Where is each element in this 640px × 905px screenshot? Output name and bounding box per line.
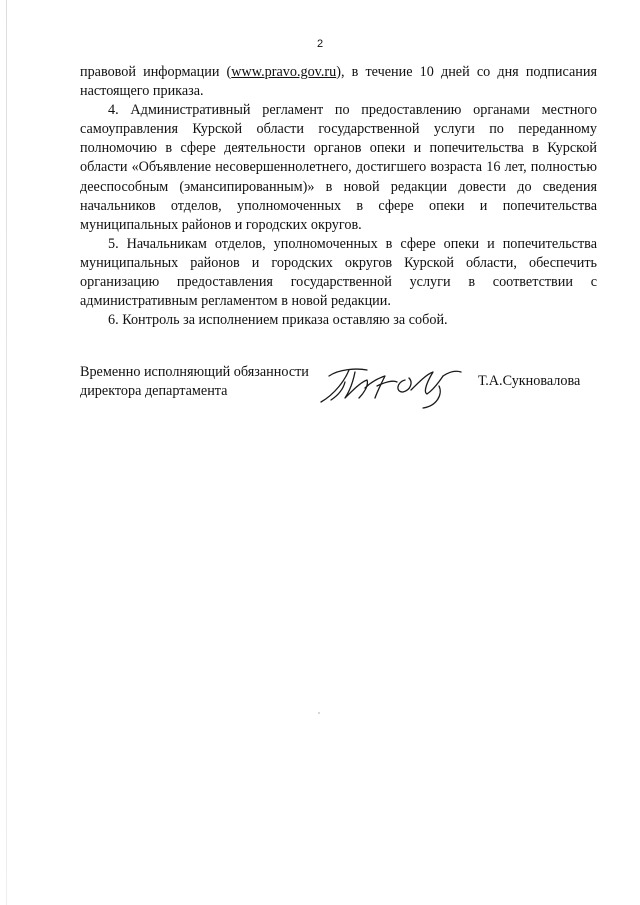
handwritten-signature bbox=[315, 360, 470, 412]
signer-title-line-1: Временно исполняющий обязанности bbox=[80, 364, 309, 380]
signer-name: Т.А.Сукновалова bbox=[478, 373, 581, 389]
paragraph-5: 5. Начальникам отделов, уполномоченных в сфере опеки и попечительства муниципальных районов и городских округов Курской области, обеспечить организацию предоставления государственной услуги в соответствии с административным регламентом в новой редакции. bbox=[80, 235, 597, 310]
document-body bbox=[80, 63, 597, 330]
paragraph-4: 4. Административный регламент по предоставлению органами местного самоуправления Курской области государственной услуги по переданному полномочию в сфере деятельности органов опеки и попечительства в Курской области «Объявление несовершеннолетнего, достигшего возраста 16 лет, полностью дееспособным (эмансипированным)» в новой редакции довести до сведения начальников отделов, уполномоченных в сфере опеки и попечительства муниципальных районов и городских округов. bbox=[80, 102, 597, 233]
pravo-link[interactable]: www.pravo.gov.ru bbox=[231, 64, 337, 80]
paragraph-6: 6. Контроль за исполнением приказа оставляю за собой. bbox=[108, 312, 448, 329]
paragraph-continuation-text-start: правовой информации ( bbox=[80, 64, 232, 80]
scan-edge-line bbox=[6, 0, 7, 905]
signer-title bbox=[80, 363, 309, 401]
paragraph-continuation-text-end: ), в течение 10 дней со дня подписания настоящего приказа. bbox=[80, 64, 597, 100]
scan-speck bbox=[318, 712, 320, 714]
signer-title-line-2: директора департамента bbox=[80, 383, 228, 399]
page-number: 2 bbox=[316, 38, 324, 50]
paragraph-continuation bbox=[80, 63, 597, 101]
